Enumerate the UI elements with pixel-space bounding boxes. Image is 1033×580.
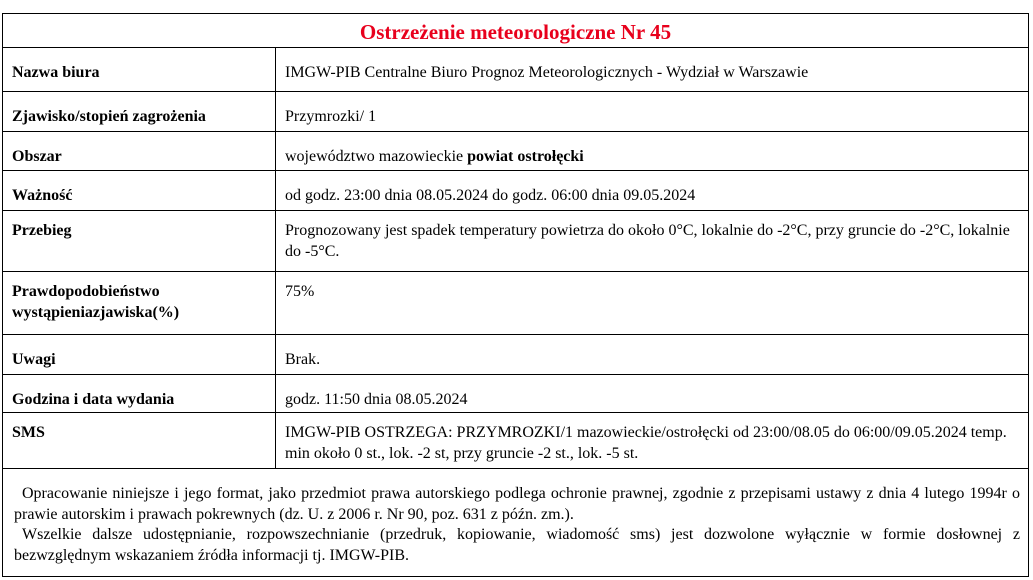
- table-row-remarks: [3, 335, 1028, 375]
- row-label: Ważność: [3, 171, 276, 210]
- row-label: Uwagi: [3, 335, 276, 374]
- area-voivodeship: województwo mazowieckie: [285, 148, 468, 165]
- row-label: Obszar: [3, 132, 276, 170]
- row-value: godz. 11:50 dnia 08.05.2024: [285, 391, 468, 408]
- copyright-notice: [3, 484, 1028, 566]
- table-row-phenomenon: [3, 92, 1028, 132]
- table-row-validity: [3, 171, 1028, 211]
- row-value: Przymrozki/ 1: [285, 108, 377, 125]
- row-value: [276, 132, 1028, 170]
- row-value: IMGW-PIB Centralne Biuro Prognoz Meteorologicznych - Wydział w Warszawie: [285, 64, 809, 81]
- row-label: Przebieg: [3, 211, 276, 271]
- table-row-course: [3, 211, 1028, 272]
- row-label: Prawdopodobieństwo wystąpieniazjawiska(%): [3, 272, 276, 334]
- row-label: Godzina i data wydania: [3, 375, 276, 412]
- distribution-paragraph: Wszelkie dalsze udostępnianie, rozpowszechnianie (przedruk, kopiowanie, wiadomość sms) jest dozwolone wyłącznie w formie dosłownej z bezwzględnym wskazaniem źródła informacji tj. IMGW-PIB.: [14, 526, 1020, 564]
- row-value: od godz. 23:00 dnia 08.05.2024 do godz. 06:00 dnia 09.05.2024: [285, 187, 696, 204]
- table-row-sms: [3, 413, 1028, 469]
- table-row-issue-time: [3, 375, 1028, 413]
- row-value: 75%: [285, 283, 315, 300]
- area-county: powiat ostrołęcki: [467, 148, 584, 165]
- table-row-probability: [3, 272, 1028, 335]
- row-label: Zjawisko/stopień zagrożenia: [3, 92, 276, 131]
- copyright-paragraph: Opracowanie niniejsze i jego format, jako przedmiot prawa autorskiego podlega ochronie prawnej, zgodnie z przepisami ustawy z dnia 4 lutego 1994r o prawie autorskim i prawach pokrewnych (dz. U. z 2006 r. Nr 90, poz. 631 z późn. zm.).: [14, 485, 1020, 523]
- row-label: Nazwa biura: [3, 48, 276, 91]
- row-value: IMGW-PIB OSTRZEGA: PRZYMROZKI/1 mazowieckie/ostrołęcki od 23:00/08.05 do 06:00/09.05.2024 temp. min około 0 st., lok. -2 st, przy gruncie -2 st., lok. -5 st.: [285, 424, 1007, 462]
- row-value: Brak.: [285, 351, 321, 368]
- table-row-area: [3, 132, 1028, 171]
- document-title: Ostrzeżenie meteorologiczne Nr 45: [3, 14, 1028, 48]
- row-value: Prognozowany jest spadek temperatury powietrza do około 0°C, lokalnie do -2°C, przy gruncie do -2°C, lokalnie do -5°C.: [285, 222, 1010, 260]
- row-label: SMS: [3, 413, 276, 468]
- table-row-office: [3, 48, 1028, 92]
- warning-document: [2, 13, 1029, 577]
